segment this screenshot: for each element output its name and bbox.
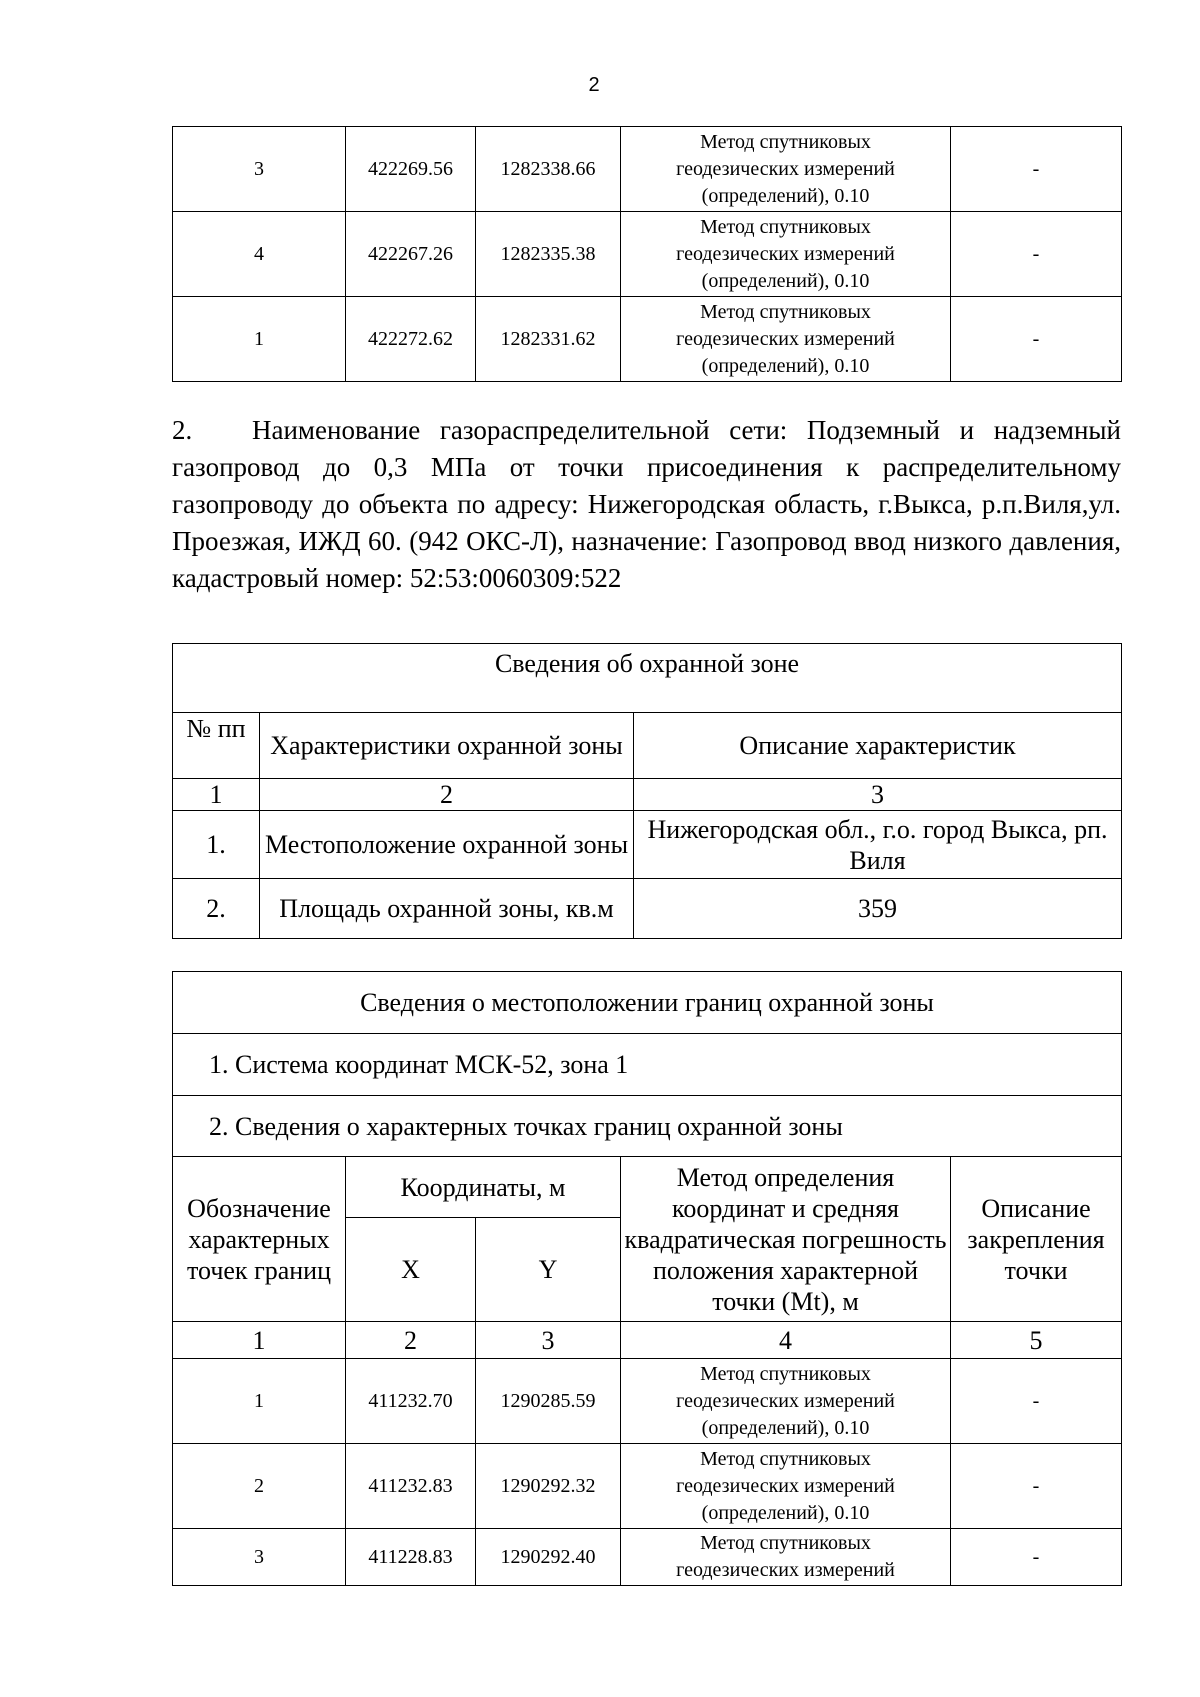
column-number: 3: [476, 1322, 621, 1359]
column-number: 5: [951, 1322, 1122, 1359]
method-line: (определений), 0.10: [701, 184, 870, 207]
table-row: [173, 811, 1122, 879]
header-y: Y: [476, 1218, 621, 1322]
method-line: Метод спутниковых: [700, 215, 871, 238]
x-cell: 411232.70: [346, 1359, 476, 1444]
header-fix: Описание закрепления точки: [951, 1157, 1122, 1322]
zone-table-title: Сведения об охранной зоне: [173, 644, 1122, 713]
column-number: 2: [346, 1322, 476, 1359]
method-line: Метод спутниковых: [700, 1532, 871, 1554]
fix-cell: -: [951, 127, 1122, 212]
header-coordinates: Координаты, м: [346, 1157, 621, 1218]
method-line: (определений), 0.10: [701, 1416, 870, 1439]
y-cell: 1282338.66: [476, 127, 621, 212]
x-cell: 411228.83: [346, 1529, 476, 1586]
x-cell: 422269.56: [346, 127, 476, 212]
top-coordinates-table: [172, 126, 1122, 382]
method-line: (определений), 0.10: [701, 269, 870, 292]
point-cell: 1: [173, 297, 346, 382]
gas-network-paragraph: [172, 412, 1121, 597]
header-row: [173, 713, 1122, 779]
table-row: [173, 212, 1122, 297]
header-number: № пп: [173, 713, 260, 779]
column-number: 4: [621, 1322, 951, 1359]
fix-cell: -: [951, 1359, 1122, 1444]
paragraph-text: Наименование газораспределительной сети: Подземный и надземный газопровод до 0,3 МПа от точки присоединения к распределительному газопроводу до объекта по адресу: Нижегородская область, г.Выкса, р.п.Виля,ул. Проезжая, ИЖД 60. (942 ОКС-Л), назначение: Газопровод ввод низкого давления, кадастровый номер: 52:53:0060309:522: [172, 415, 1121, 593]
y-cell: 1290292.40: [476, 1529, 621, 1586]
header-row: [173, 1157, 1122, 1218]
method-cell: [621, 297, 951, 382]
points-title: 2. Сведения о характерных точках границ охранной зоны: [173, 1096, 1122, 1157]
y-cell: 1282331.62: [476, 297, 621, 382]
method-line: геодезических измерений: [676, 327, 895, 350]
table-row: [173, 1359, 1122, 1444]
point-cell: 3: [173, 1529, 346, 1586]
location-table-title: Сведения о местоположении границ охранной зоны: [173, 972, 1122, 1034]
column-number: 1: [173, 1322, 346, 1359]
boundary-location-table: [172, 971, 1122, 1586]
point-cell: 4: [173, 212, 346, 297]
header-designation: Обозначение характерных точек границ: [173, 1157, 346, 1322]
point-cell: 2: [173, 1444, 346, 1529]
method-line: Метод спутниковых: [700, 300, 871, 323]
fix-cell: -: [951, 297, 1122, 382]
table-row: [173, 1444, 1122, 1529]
method-cell: [621, 127, 951, 212]
fix-cell: -: [951, 212, 1122, 297]
table-row: [173, 297, 1122, 382]
paragraph-number: 2.: [172, 415, 193, 445]
header-x: X: [346, 1218, 476, 1322]
method-line: геодезических измерений: [676, 1389, 895, 1412]
method-line: геодезических измерений: [676, 157, 895, 180]
row-number: 2.: [173, 879, 260, 939]
numbering-row: [173, 1322, 1122, 1359]
method-line: геодезических измерений: [676, 242, 895, 265]
x-cell: 411232.83: [346, 1444, 476, 1529]
point-cell: 1: [173, 1359, 346, 1444]
page-number: 2: [588, 74, 600, 96]
row-number: 1.: [173, 811, 260, 879]
method-line: Метод спутниковых: [700, 130, 871, 153]
header-characteristics: Характеристики охранной зоны: [260, 713, 634, 779]
x-cell: 422272.62: [346, 297, 476, 382]
numbering-row: [173, 779, 1122, 811]
characteristic-value: Нижегородская обл., г.о. город Выкса, рп. Виля: [634, 811, 1122, 879]
table-row: [173, 1529, 1122, 1586]
column-number: 2: [260, 779, 634, 811]
characteristic-name: Местоположение охранной зоны: [260, 811, 634, 879]
header-method: Метод определения координат и средняя квадратическая погрешность положения характерной точки (Mt), м: [621, 1157, 951, 1322]
characteristic-name: Площадь охранной зоны, кв.м: [260, 879, 634, 939]
table-row: [173, 879, 1122, 939]
point-cell: 3: [173, 127, 346, 212]
method-line: Метод спутниковых: [700, 1447, 871, 1470]
method-line: геодезических измерений: [676, 1474, 895, 1497]
y-cell: 1290292.32: [476, 1444, 621, 1529]
characteristic-value: 359: [634, 879, 1122, 939]
column-number: 3: [634, 779, 1122, 811]
fix-cell: -: [951, 1529, 1122, 1586]
method-cell: [621, 212, 951, 297]
column-number: 1: [173, 779, 260, 811]
coordinate-system: 1. Система координат МСК-52, зона 1: [173, 1034, 1122, 1096]
method-cell: [621, 1444, 951, 1529]
method-line: (определений), 0.10: [701, 354, 870, 377]
fix-cell: -: [951, 1444, 1122, 1529]
method-line: (определений), 0.10: [701, 1501, 870, 1524]
method-cell: [621, 1529, 951, 1586]
table-row: [173, 127, 1122, 212]
method-line: Метод спутниковых: [700, 1362, 871, 1385]
method-cell: [621, 1359, 951, 1444]
x-cell: 422267.26: [346, 212, 476, 297]
header-description: Описание характеристик: [634, 713, 1122, 779]
y-cell: 1282335.38: [476, 212, 621, 297]
y-cell: 1290285.59: [476, 1359, 621, 1444]
protection-zone-table: [172, 643, 1122, 939]
method-line: геодезических измерений: [676, 1559, 895, 1581]
